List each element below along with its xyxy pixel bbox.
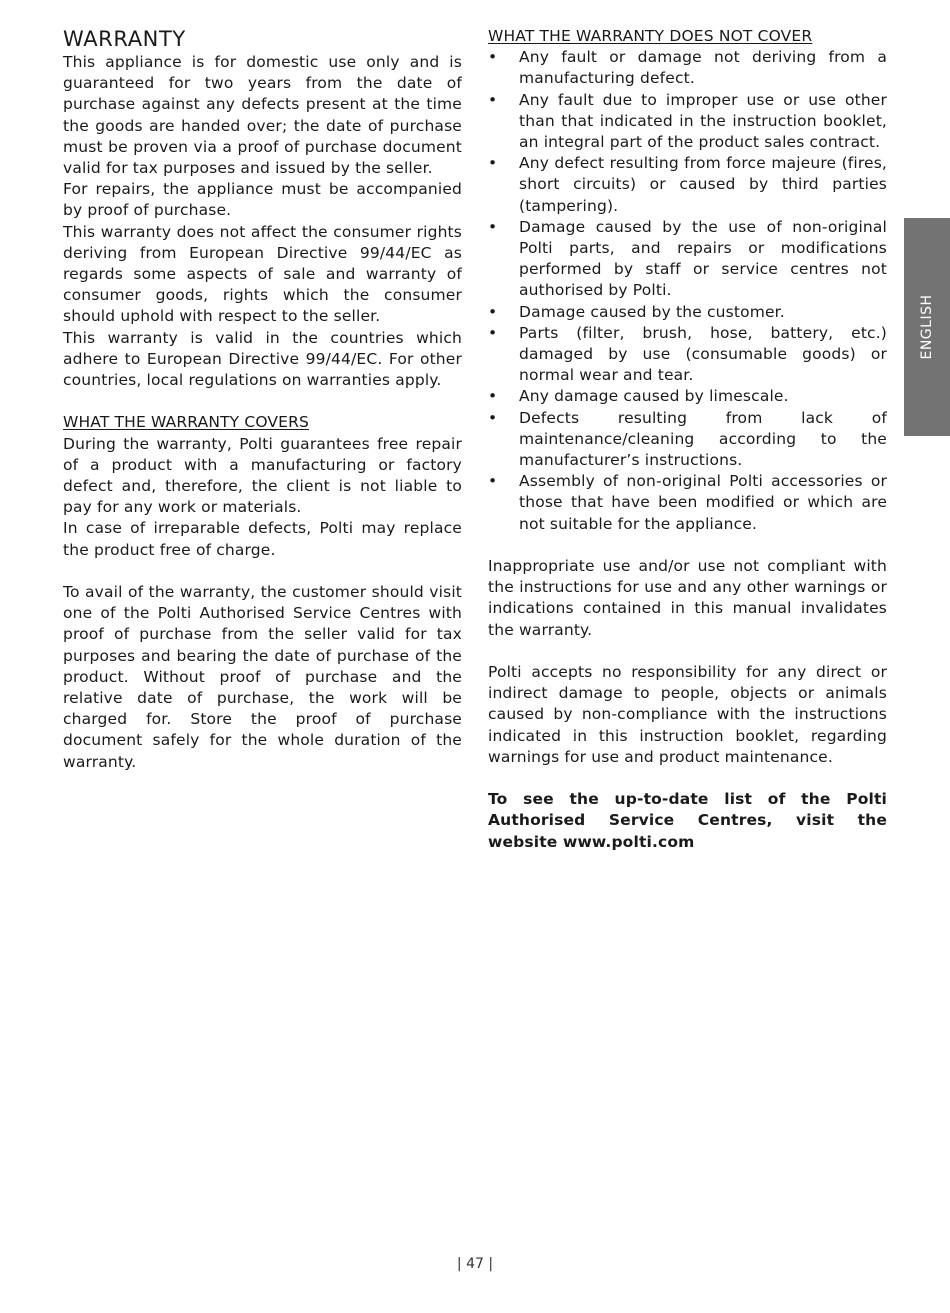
intro-paragraph-4: This warranty is valid in the countries which adhere to European Directive 99/44/EC. For other countries, local regulations on warranties apply. <box>63 328 462 390</box>
avail-paragraph: To avail of the warranty, the customer should visit one of the Polti Authorised Service Centres with proof of purchase from the seller valid for tax purposes and bearing the date of purchase of the product. Without proof of purchase and the relative date of purchase, the work will be charged for. Store the proof of purchase document safely for the whole duration of the warranty. <box>63 583 462 771</box>
not-covered-heading: WHAT THE WARRANTY DOES NOT COVER <box>488 27 813 45</box>
list-item: • Damage caused by the use of non-original Polti parts, and repairs or modifications performed by staff or service centres not authorised by Polti. <box>488 217 887 302</box>
responsibility-paragraph: Polti accepts no responsibility for any direct or indirect damage to people, objects or animals caused by non-compliance with the instructions indicated in this instruction booklet, regarding warnings for use and product maintenance. <box>488 663 887 766</box>
intro-paragraph-1: This appliance is for domestic use only and is guaranteed for two years from the date of purchase against any defects present at the time the goods are handed over; the date of purchase must be proven via a proof of purchase document valid for tax purposes and issued by the seller. <box>63 53 462 178</box>
page-title: WARRANTY <box>63 27 186 51</box>
inappropriate-use-paragraph: Inappropriate use and/or use not compliant with the instructions for use and any other warnings or indications contained in this manual invalidates the warranty. <box>488 557 887 639</box>
language-tab <box>904 218 950 436</box>
list-item: • Any fault due to improper use or use other than that indicated in the instruction booklet, an integral part of the product sales contract. <box>488 90 887 154</box>
list-item: • Any fault or damage not deriving from a manufacturing defect. <box>488 47 887 89</box>
covers-heading: WHAT THE WARRANTY COVERS <box>63 413 310 432</box>
spacer <box>488 535 887 556</box>
list-item: • Defects resulting from lack of maintenance/cleaning according to the manufacturer’s instructions. <box>488 408 887 472</box>
spacer <box>488 641 887 662</box>
intro-paragraph-2: For repairs, the appliance must be accompanied by proof of purchase. <box>63 180 462 220</box>
left-column <box>63 26 462 773</box>
covers-paragraph-1: During the warranty, Polti guarantees free repair of a product with a manufacturing or factory defect and, therefore, the client is not liable to pay for any work or materials. <box>63 434 462 517</box>
not-covered-list <box>488 47 887 535</box>
right-column <box>488 26 887 853</box>
spacer <box>63 391 462 412</box>
language-tab-label: ENGLISH <box>919 294 935 360</box>
page-number: | 47 | <box>456 1256 494 1272</box>
list-item: • Assembly of non-original Polti accessories or those that have been modified or which are not suitable for the appliance. <box>488 471 887 535</box>
list-item: • Parts (filter, brush, hose, battery, etc.) damaged by use (consumable goods) or normal wear and tear. <box>488 323 887 387</box>
list-item: • Damage caused by the customer. <box>488 302 887 323</box>
list-item: • Any damage caused by limescale. <box>488 386 887 407</box>
covers-paragraph-2: In case of irreparable defects, Polti may replace the product free of charge. <box>63 519 462 559</box>
spacer <box>63 561 462 582</box>
spacer <box>488 768 887 789</box>
list-item: • Any defect resulting from force majeure (fires, short circuits) or caused by third parties (tampering). <box>488 153 887 217</box>
service-centres-notice: To see the up-to-date list of the Polti Authorised Service Centres, visit the website www.polti.com <box>488 790 887 851</box>
intro-paragraph-3: This warranty does not affect the consumer rights deriving from European Directive 99/44/EC as regards some aspects of sale and warranty of consumer goods, rights which the consumer should uphold with respect to the seller. <box>63 222 462 326</box>
